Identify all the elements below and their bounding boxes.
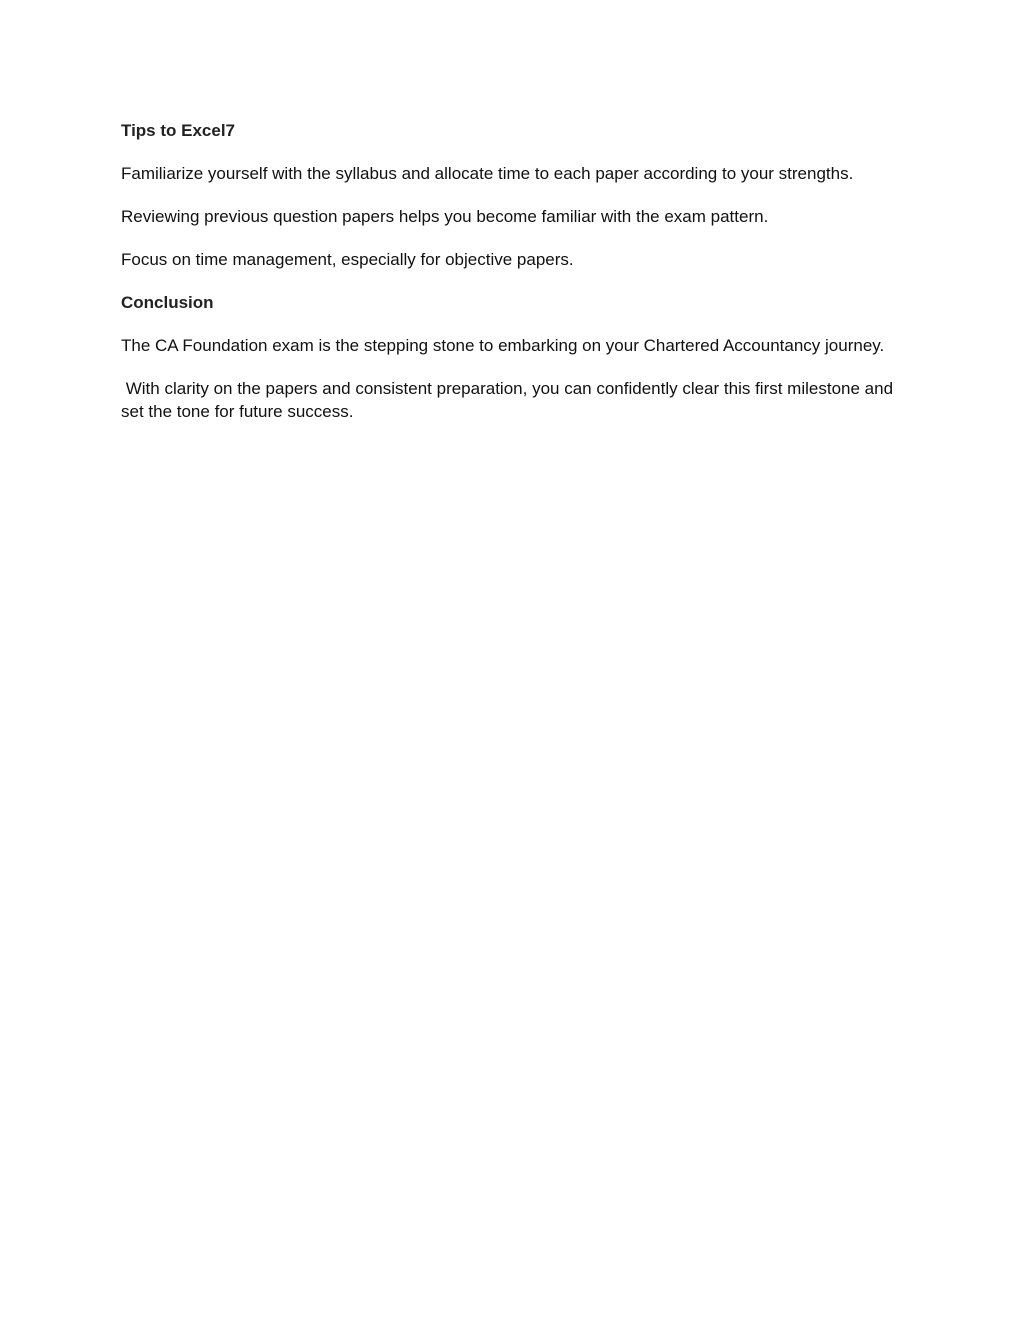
- paragraph-previous-papers: Reviewing previous question papers helps you become familiar with the exam pattern.: [121, 207, 769, 226]
- section-heading-conclusion: Conclusion: [121, 293, 214, 312]
- paragraph-time-management: Focus on time management, especially for objective papers.: [121, 250, 574, 269]
- section-heading-tips: Tips to Excel7: [121, 121, 236, 140]
- document-page: [121, 119, 901, 443]
- paragraph-milestone: With clarity on the papers and consistent preparation, you can confidently clear this first milestone and set the tone for future success.: [121, 379, 898, 421]
- paragraph-syllabus: Familiarize yourself with the syllabus and allocate time to each paper according to your strengths.: [121, 164, 854, 183]
- paragraph-stepping-stone: The CA Foundation exam is the stepping stone to embarking on your Chartered Accountancy journey.: [121, 336, 885, 355]
